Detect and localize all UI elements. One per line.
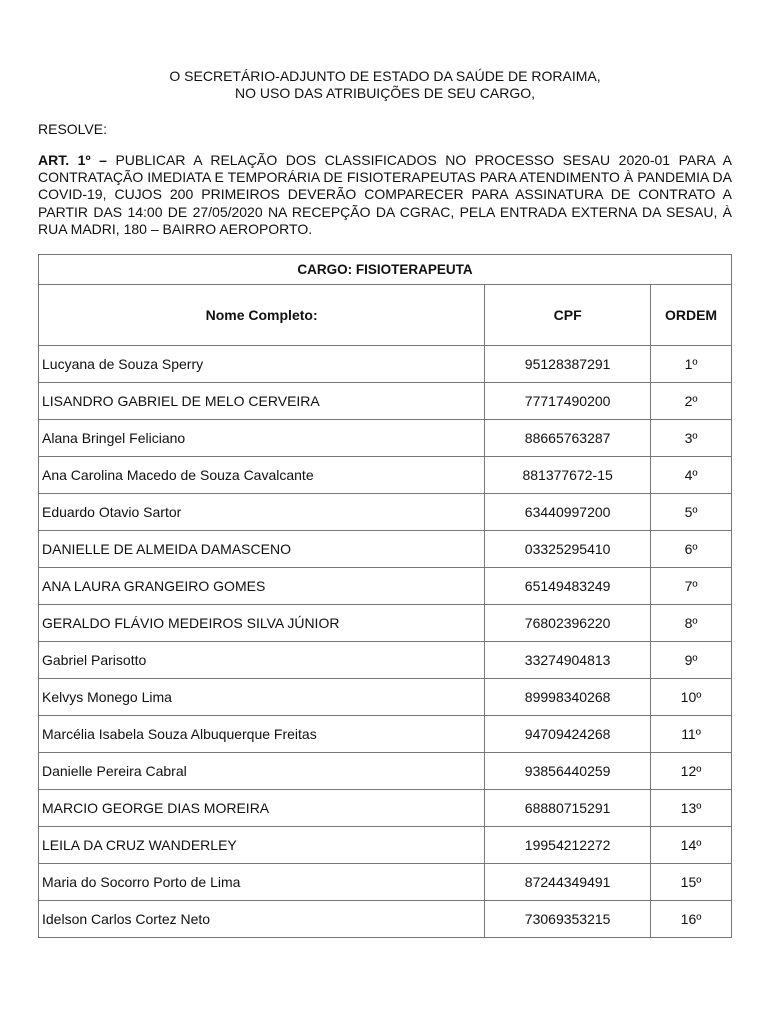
- cell-order: 9º: [651, 642, 732, 679]
- cell-name: Idelson Carlos Cortez Neto: [39, 901, 485, 938]
- cell-name: DANIELLE DE ALMEIDA DAMASCENO: [39, 531, 485, 568]
- cell-order: 3º: [651, 420, 732, 457]
- cell-cpf: 65149483249: [485, 568, 651, 605]
- cell-order: 2º: [651, 383, 732, 420]
- column-header-name: Nome Completo:: [39, 285, 485, 346]
- cell-name: Kelvys Monego Lima: [39, 679, 485, 716]
- table-row: [39, 346, 732, 383]
- cell-order: 6º: [651, 531, 732, 568]
- cell-order: 11º: [651, 716, 732, 753]
- resolve-label: RESOLVE:: [38, 121, 107, 137]
- cell-cpf: 93856440259: [485, 753, 651, 790]
- cell-cpf: 89998340268: [485, 679, 651, 716]
- table-row: [39, 420, 732, 457]
- table-row: [39, 642, 732, 679]
- table-row: [39, 901, 732, 938]
- cell-name: Danielle Pereira Cabral: [39, 753, 485, 790]
- cell-order: 5º: [651, 494, 732, 531]
- table-row: [39, 790, 732, 827]
- table-row: [39, 716, 732, 753]
- article-label: ART. 1º –: [38, 152, 107, 168]
- cell-order: 12º: [651, 753, 732, 790]
- table-row: [39, 457, 732, 494]
- cell-cpf: 73069353215: [485, 901, 651, 938]
- cell-order: 8º: [651, 605, 732, 642]
- cell-name: Gabriel Parisotto: [39, 642, 485, 679]
- table-row: [39, 753, 732, 790]
- cell-name: LISANDRO GABRIEL DE MELO CERVEIRA: [39, 383, 485, 420]
- cell-order: 15º: [651, 864, 732, 901]
- table-row: [39, 531, 732, 568]
- cell-name: Maria do Socorro Porto de Lima: [39, 864, 485, 901]
- cell-name: LEILA DA CRUZ WANDERLEY: [39, 827, 485, 864]
- table-row: [39, 383, 732, 420]
- cell-cpf: 881377672-15: [485, 457, 651, 494]
- cell-cpf: 19954212272: [485, 827, 651, 864]
- article-text: PUBLICAR A RELAÇÃO DOS CLASSIFICADOS NO PROCESSO SESAU 2020-01 PARA A CONTRATAÇÃO IMEDIATA E TEMPORÁRIA DE FISIOTERAPEUTAS PARA ATENDIMENTO À PANDEMIA DA COVID-19, CUJOS 200 PRIMEIROS DEVERÃO COMPARECER PARA ASSINATURA DE CONTRATO A PARTIR DAS 14:00 DE 27/05/2020 NA RECEPÇÃO DA CGRAC, PELA ENTRADA EXTERNA DA SESAU, À RUA MADRI, 180 – BAIRRO AEROPORTO.: [38, 152, 733, 237]
- table-row: [39, 568, 732, 605]
- cell-order: 1º: [651, 346, 732, 383]
- cell-order: 10º: [651, 679, 732, 716]
- cell-cpf: 77717490200: [485, 383, 651, 420]
- cell-order: 7º: [651, 568, 732, 605]
- cell-name: Marcélia Isabela Souza Albuquerque Freitas: [39, 716, 485, 753]
- cargo-title: CARGO: FISIOTERAPEUTA: [39, 255, 732, 285]
- cell-cpf: 94709424268: [485, 716, 651, 753]
- cell-name: GERALDO FLÁVIO MEDEIROS SILVA JÚNIOR: [39, 605, 485, 642]
- cell-cpf: 76802396220: [485, 605, 651, 642]
- header-line-1: O SECRETÁRIO-ADJUNTO DE ESTADO DA SAÚDE DE RORAIMA,: [169, 68, 601, 84]
- table-row: [39, 827, 732, 864]
- cell-order: 16º: [651, 901, 732, 938]
- table-row: [39, 679, 732, 716]
- cell-cpf: 68880715291: [485, 790, 651, 827]
- cell-cpf: 87244349491: [485, 864, 651, 901]
- cell-name: Eduardo Otavio Sartor: [39, 494, 485, 531]
- cell-name: MARCIO GEORGE DIAS MOREIRA: [39, 790, 485, 827]
- article-paragraph: [38, 152, 732, 238]
- cell-cpf: 63440997200: [485, 494, 651, 531]
- cell-cpf: 88665763287: [485, 420, 651, 457]
- cell-order: 14º: [651, 827, 732, 864]
- cell-name: Ana Carolina Macedo de Souza Cavalcante: [39, 457, 485, 494]
- cell-cpf: 33274904813: [485, 642, 651, 679]
- cell-cpf: 03325295410: [485, 531, 651, 568]
- table-body: [39, 346, 732, 938]
- document-header: [38, 68, 732, 102]
- cell-cpf: 95128387291: [485, 346, 651, 383]
- classification-table: [38, 254, 732, 938]
- cell-name: Lucyana de Souza Sperry: [39, 346, 485, 383]
- column-header-cpf: CPF: [485, 285, 651, 346]
- cell-order: 13º: [651, 790, 732, 827]
- table-row: [39, 494, 732, 531]
- table-row: [39, 864, 732, 901]
- cell-order: 4º: [651, 457, 732, 494]
- header-line-2: NO USO DAS ATRIBUIÇÕES DE SEU CARGO,: [234, 85, 535, 101]
- cell-name: ANA LAURA GRANGEIRO GOMES: [39, 568, 485, 605]
- column-header-order: ORDEM: [651, 285, 732, 346]
- table-row: [39, 605, 732, 642]
- cell-name: Alana Bringel Feliciano: [39, 420, 485, 457]
